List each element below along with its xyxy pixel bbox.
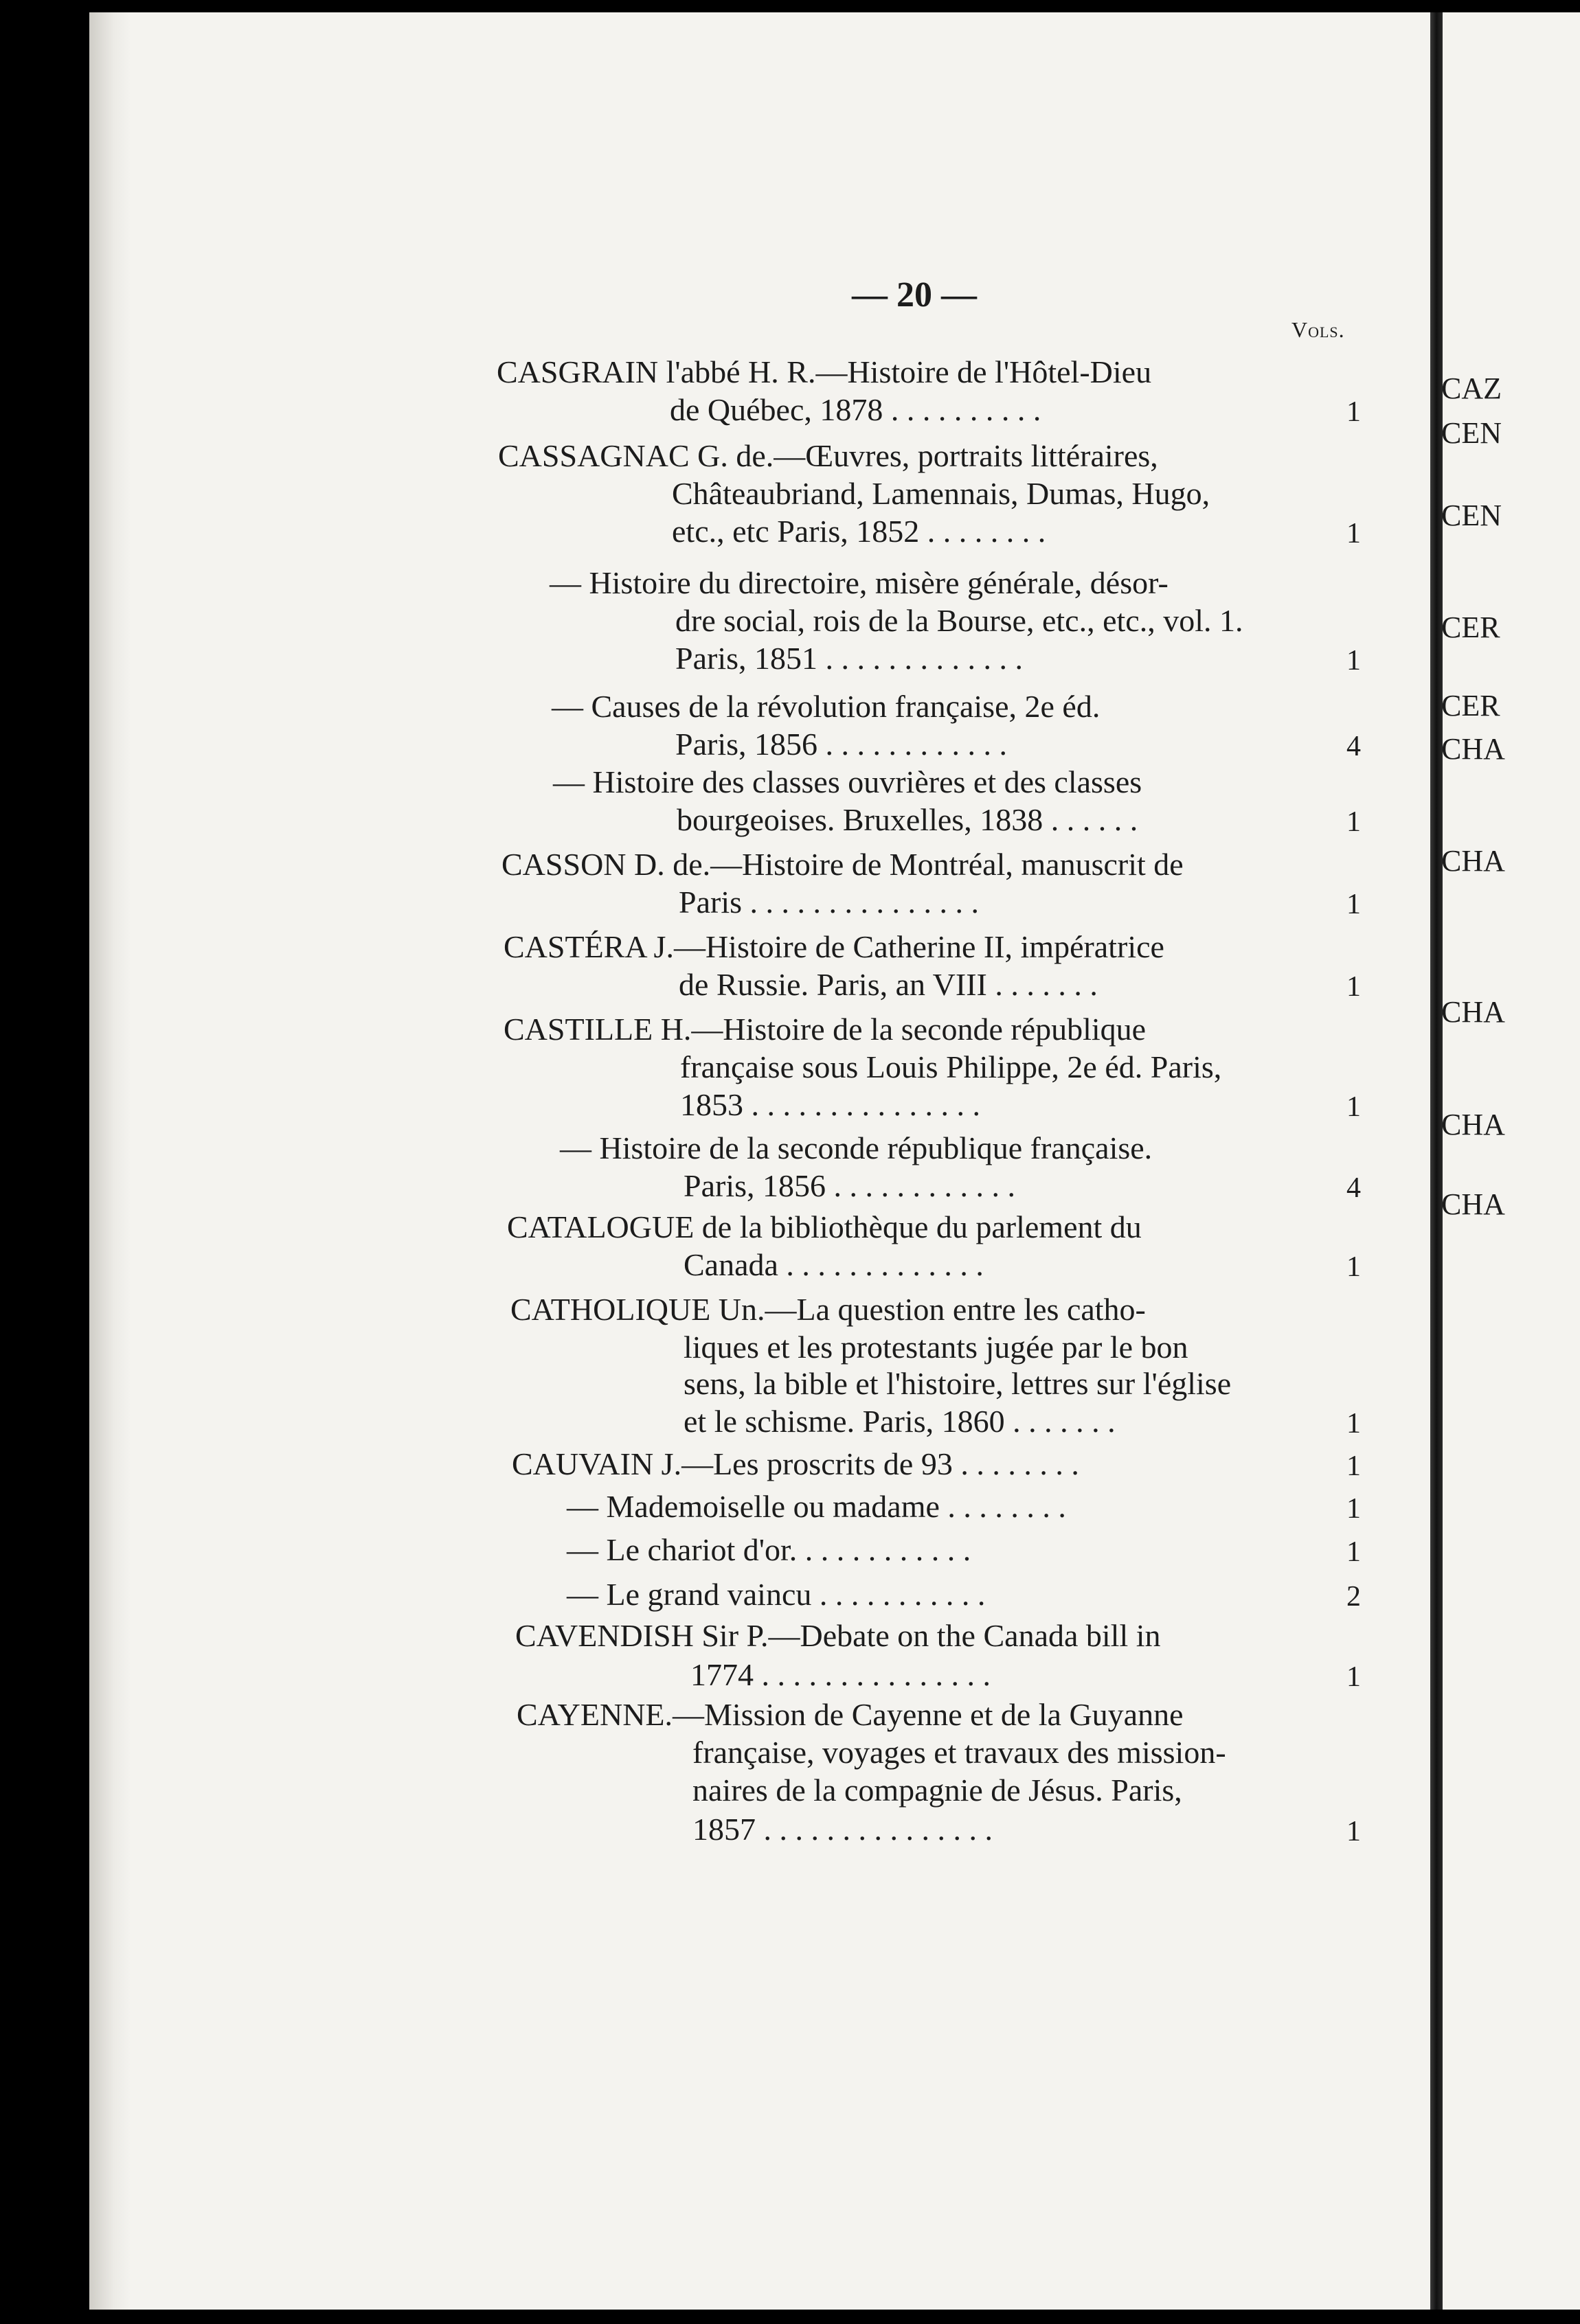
volume-count: 2 [1346, 1581, 1361, 1613]
right-page-entry-fragment: CHA [1441, 732, 1505, 766]
entry-line: CATALOGUE de la bibliothèque du parlement du [507, 1209, 1142, 1244]
right-page-entry-fragment: CER [1441, 689, 1500, 722]
volume-count: 1 [1346, 645, 1361, 676]
entry-line: CASTÉRA J.—Histoire de Catherine II, impératrice [504, 929, 1164, 964]
volume-count: 1 [1346, 806, 1361, 838]
entry-line: — Causes de la révolution française, 2e éd. [552, 689, 1101, 724]
entry-line: Châteaubriand, Lamennais, Dumas, Hugo, [672, 476, 1210, 511]
entry-line: 1774 . . . . . . . . . . . . . . . [690, 1657, 991, 1692]
entry-line: CAYENNE.—Mission de Cayenne et de la Guyanne [517, 1697, 1184, 1732]
entry-line: de Québec, 1878 . . . . . . . . . . [670, 392, 1041, 427]
volumes-column-header: Vols. [1291, 317, 1345, 342]
page-fold-shadow [89, 12, 131, 2310]
volume-count: 1 [1346, 1661, 1361, 1693]
volume-count: 1 [1346, 1450, 1361, 1482]
entry-line: 1857 . . . . . . . . . . . . . . . [692, 1812, 993, 1847]
volume-count: 1 [1346, 518, 1361, 549]
entry-line: — Histoire de la seconde république française. [560, 1130, 1153, 1165]
entry-line: etc., etc Paris, 1852 . . . . . . . . [672, 514, 1046, 549]
entry-line: liques et les protestants jugée par le bon [684, 1330, 1188, 1365]
right-page-entry-fragment: CHA [1441, 844, 1505, 878]
right-page-entry-fragment: CHA [1441, 1187, 1505, 1221]
entry-line: Canada . . . . . . . . . . . . . [684, 1247, 984, 1282]
entry-line: Paris, 1856 . . . . . . . . . . . . [675, 727, 1007, 762]
entry-line: bourgeoises. Bruxelles, 1838 . . . . . . [677, 802, 1138, 837]
volume-count: 1 [1346, 1091, 1361, 1123]
volume-count: 1 [1346, 1493, 1361, 1525]
entry-line: sens, la bible et l'histoire, lettres sur l'église [684, 1366, 1232, 1401]
volume-count: 1 [1346, 1251, 1361, 1283]
volume-count: 1 [1346, 396, 1361, 428]
page-number: — 20 — [852, 275, 977, 315]
right-page-entry-fragment: CEN [1441, 416, 1502, 450]
entry-line: CASSAGNAC G. de.—Œuvres, portraits littéraires, [498, 438, 1158, 473]
volume-count: 1 [1346, 971, 1361, 1003]
volume-count: 1 [1346, 1536, 1361, 1568]
entry-line: CATHOLIQUE Un.—La question entre les catho- [510, 1292, 1146, 1327]
entry-line: 1853 . . . . . . . . . . . . . . . [680, 1087, 980, 1122]
entry-line: CAVENDISH Sir P.—Debate on the Canada bill in [515, 1618, 1161, 1653]
right-page-entry-fragment: CER [1441, 611, 1500, 644]
entry-line: de Russie. Paris, an VIII . . . . . . . [679, 967, 1098, 1002]
entry-line: française sous Louis Philippe, 2e éd. Paris, [680, 1049, 1222, 1084]
entry-line: — Histoire des classes ouvrières et des classes [553, 764, 1142, 799]
entry-line: française, voyages et travaux des mission- [692, 1735, 1226, 1770]
book-gutter [1430, 12, 1443, 2310]
volume-count: 4 [1346, 1172, 1361, 1204]
right-page-entry-fragment: CEN [1441, 499, 1502, 532]
right-page-entry-fragment: CAZ [1441, 372, 1502, 405]
entry-line: Paris, 1851 . . . . . . . . . . . . . [675, 641, 1023, 676]
entry-line: CASSON D. de.—Histoire de Montréal, manuscrit de [501, 847, 1184, 882]
right-page-entry-fragment: CHA [1441, 1108, 1505, 1141]
volume-count: 1 [1346, 1816, 1361, 1847]
entry-line: naires de la compagnie de Jésus. Paris, [692, 1773, 1182, 1808]
entry-line: CAUVAIN J.—Les proscrits de 93 . . . . . . . . [512, 1446, 1079, 1481]
entry-line: CASTILLE H.—Histoire de la seconde république [504, 1012, 1147, 1047]
right-page [1443, 12, 1580, 2310]
volume-count: 1 [1346, 1408, 1361, 1439]
entry-line: Paris, 1856 . . . . . . . . . . . . [684, 1168, 1015, 1203]
entry-line: et le schisme. Paris, 1860 . . . . . . . [684, 1404, 1116, 1439]
entry-line: CASGRAIN l'abbé H. R.—Histoire de l'Hôtel-Dieu [497, 354, 1152, 389]
volume-count: 1 [1346, 889, 1361, 920]
entry-line: — Le chariot d'or. . . . . . . . . . . . [567, 1532, 971, 1567]
entry-line: Paris . . . . . . . . . . . . . . . [679, 885, 979, 920]
volume-count: 4 [1346, 731, 1361, 762]
entry-line: — Mademoiselle ou madame . . . . . . . . [567, 1489, 1066, 1524]
entry-line: — Histoire du directoire, misère générale, désor- [550, 565, 1169, 600]
entry-line: — Le grand vaincu . . . . . . . . . . . [567, 1577, 986, 1612]
right-page-entry-fragment: CHA [1441, 995, 1505, 1029]
entry-line: dre social, rois de la Bourse, etc., etc., vol. 1. [675, 603, 1243, 638]
